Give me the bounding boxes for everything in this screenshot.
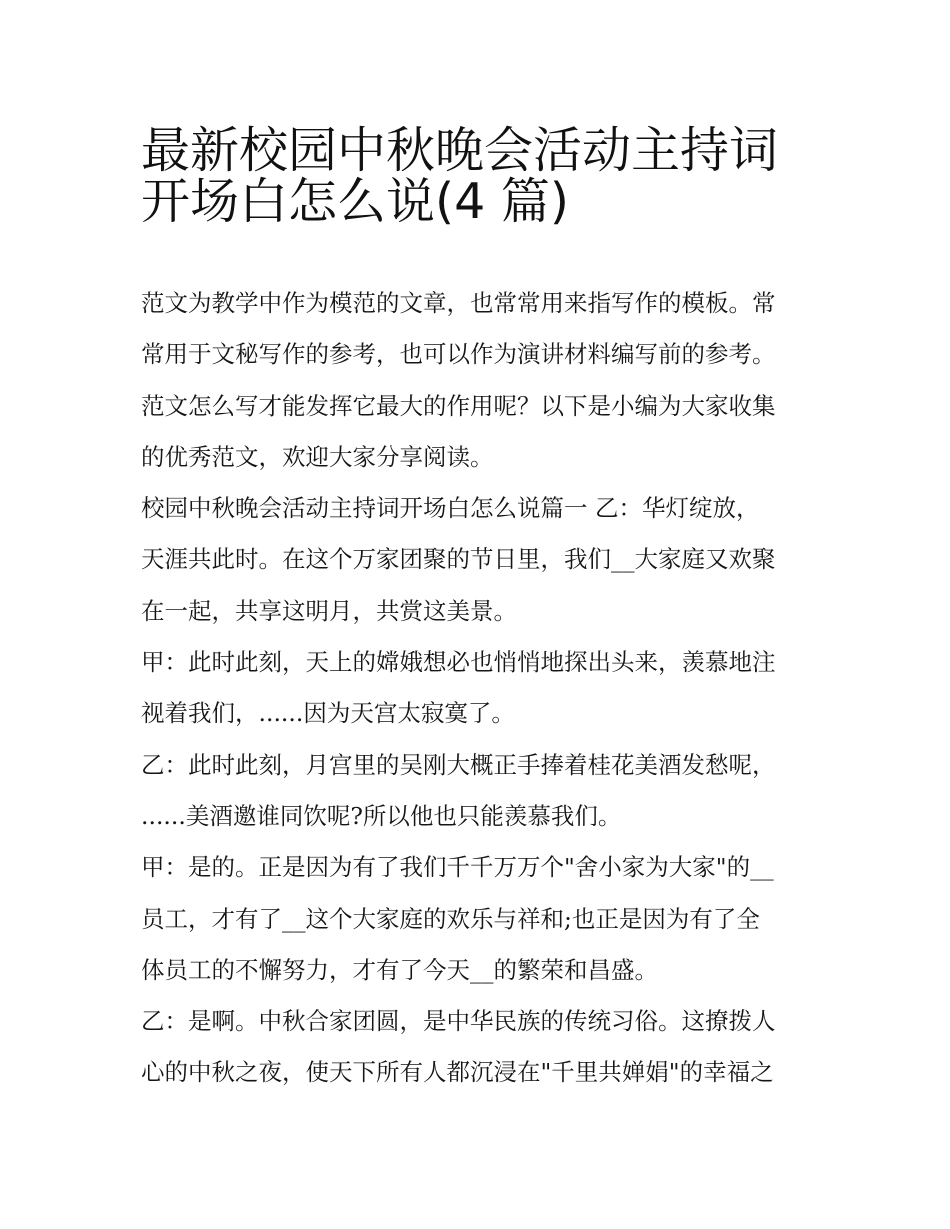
text-line: 范文怎么写才能发挥它最大的作用呢？以下是小编为大家收集	[141, 391, 776, 420]
intro-paragraph	[141, 278, 821, 483]
text-line: 乙：是啊。中秋合家团圆，是中华民族的传统习俗。这撩拨人	[141, 1007, 776, 1036]
text-line: 的优秀范文，欢迎大家分享阅读。	[141, 442, 494, 471]
text-line: 在一起，共享这明月，共赏这美景。	[141, 596, 517, 625]
title-line-2: 开场白怎么说(4 篇)	[141, 173, 569, 231]
text-line: 体员工的不懈努力，才有了今天__的繁荣和昌盛。	[141, 955, 658, 984]
text-line: 心的中秋之夜，使天下所有人都沉浸在"千里共婵娟"的幸福之	[141, 1058, 774, 1087]
dialogue-paragraph	[141, 637, 821, 740]
text-line: 天涯共此时。在这个万家团聚的节日里，我们__大家庭又欢聚	[141, 545, 776, 574]
dialogue-paragraph	[141, 996, 821, 1099]
dialogue-paragraph	[141, 842, 821, 996]
document-body	[141, 278, 821, 1099]
page-title	[141, 112, 821, 231]
text-line: ......美酒邀谁同饮呢?所以他也只能羡慕我们。	[141, 801, 622, 830]
section-one-paragraph	[141, 483, 821, 637]
title-line-1: 最新校园中秋晚会活动主持词	[141, 122, 779, 179]
text-line: 甲：是的。正是因为有了我们千千万万个"舍小家为大家"的__	[141, 853, 774, 882]
text-line: 范文为教学中作为模范的文章，也常常用来指写作的模板。常	[141, 289, 776, 317]
text-line: 乙：此时此刻，月宫里的吴刚大概正手捧着桂花美酒发愁呢，	[141, 750, 776, 779]
text-line: 视着我们，......因为天宫太寂寞了。	[141, 699, 515, 728]
text-line: 甲：此时此刻，天上的嫦娥想必也悄悄地探出头来，羡慕地注	[141, 648, 776, 677]
text-line: 校园中秋晚会活动主持词开场白怎么说篇一 乙：华灯绽放，	[141, 494, 760, 523]
dialogue-paragraph	[141, 740, 821, 843]
text-line: 常用于文秘写作的参考，也可以作为演讲材料编写前的参考。	[141, 340, 776, 369]
text-line: 员工，才有了__这个大家庭的欢乐与祥和;也正是因为有了全	[141, 904, 760, 933]
